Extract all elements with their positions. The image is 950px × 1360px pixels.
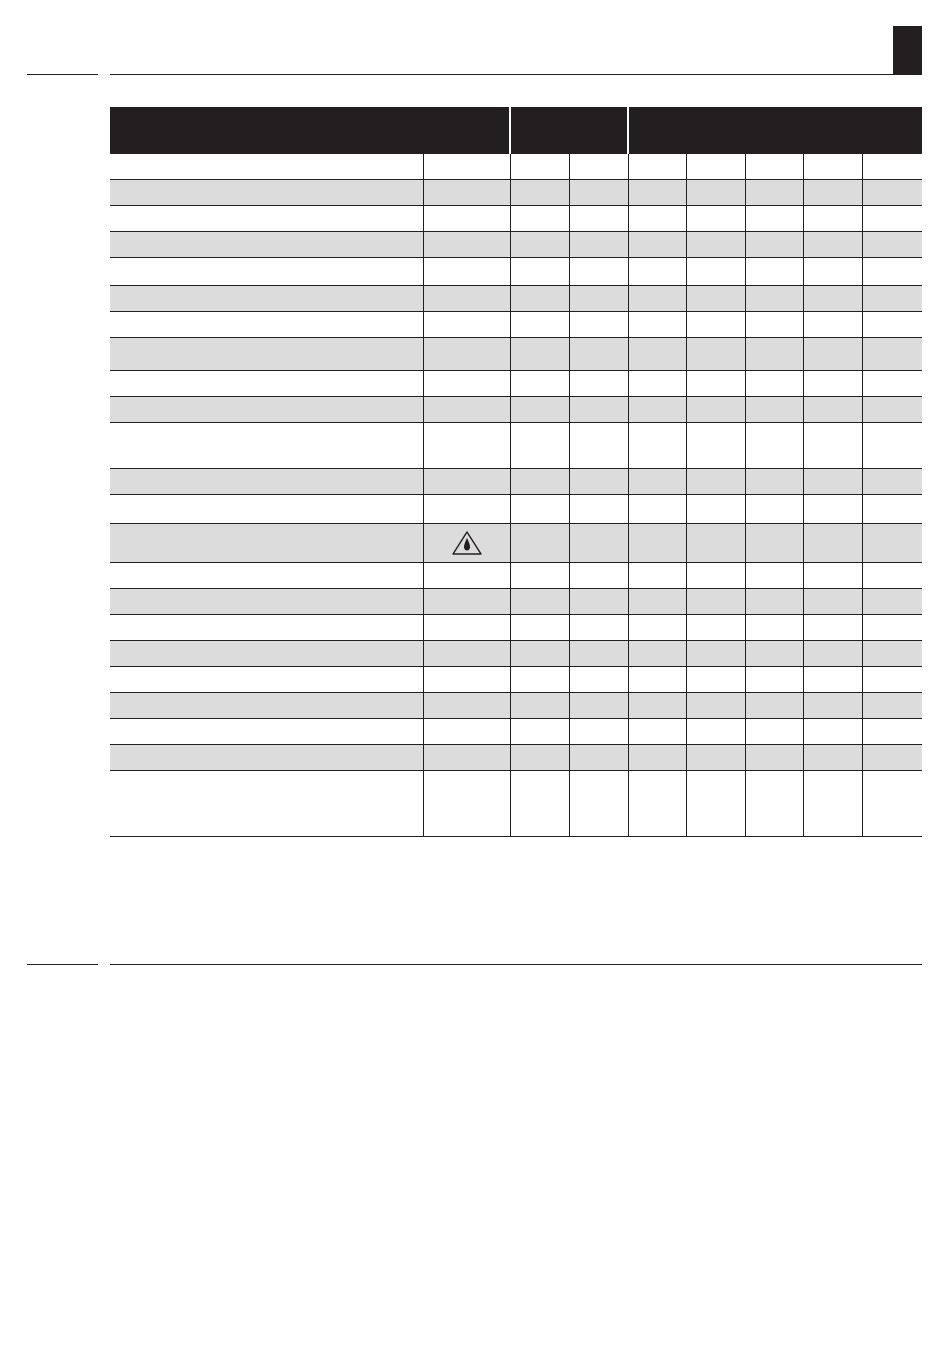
value-cell [803, 640, 862, 666]
value-cell [569, 692, 628, 718]
value-cell [569, 562, 628, 588]
row-label-cell [110, 770, 423, 836]
value-cell [745, 614, 803, 640]
value-cell [745, 422, 803, 468]
value-cell [745, 468, 803, 494]
value-cell [745, 744, 803, 770]
value-cell [862, 718, 922, 744]
value-cell [510, 744, 569, 770]
row-label-cell [110, 311, 423, 337]
row-label-cell [110, 562, 423, 588]
value-cell [569, 205, 628, 231]
table-row [110, 468, 922, 494]
value-cell [803, 718, 862, 744]
table-row [110, 494, 922, 523]
value-cell [628, 588, 686, 614]
table-row [110, 692, 922, 718]
row-label-cell [110, 744, 423, 770]
value-cell [686, 257, 745, 285]
row-label-cell [110, 154, 423, 179]
value-cell [803, 744, 862, 770]
value-cell [686, 337, 745, 370]
row-label-cell [110, 396, 423, 422]
value-cell [628, 640, 686, 666]
value-cell [803, 205, 862, 231]
value-cell [686, 614, 745, 640]
table-row [110, 370, 922, 396]
symbol-cell [423, 154, 510, 179]
value-cell [569, 231, 628, 257]
spec-table [110, 107, 922, 837]
value-cell [510, 468, 569, 494]
value-cell [628, 205, 686, 231]
value-cell [803, 337, 862, 370]
symbol-cell [423, 614, 510, 640]
symbol-cell [423, 523, 510, 562]
value-cell [686, 422, 745, 468]
table-row [110, 154, 922, 179]
value-cell [862, 231, 922, 257]
value-cell [862, 562, 922, 588]
table-header-row [110, 107, 922, 154]
symbol-cell [423, 770, 510, 836]
symbol-cell [423, 257, 510, 285]
value-cell [510, 154, 569, 179]
value-cell [862, 614, 922, 640]
value-cell [745, 692, 803, 718]
symbol-cell [423, 718, 510, 744]
value-cell [569, 640, 628, 666]
value-cell [686, 179, 745, 205]
value-cell [803, 770, 862, 836]
value-cell [686, 523, 745, 562]
value-cell [862, 523, 922, 562]
value-cell [510, 588, 569, 614]
value-cell [803, 422, 862, 468]
value-cell [510, 718, 569, 744]
value-cell [862, 588, 922, 614]
header-rule [110, 74, 922, 75]
value-cell [745, 562, 803, 588]
value-cell [510, 494, 569, 523]
value-cell [686, 744, 745, 770]
value-cell [803, 396, 862, 422]
value-cell [510, 205, 569, 231]
table-row [110, 562, 922, 588]
value-cell [628, 562, 686, 588]
value-cell [686, 640, 745, 666]
value-cell [745, 337, 803, 370]
row-label-cell [110, 257, 423, 285]
row-label-cell [110, 468, 423, 494]
value-cell [803, 494, 862, 523]
value-cell [569, 337, 628, 370]
row-label-cell [110, 692, 423, 718]
symbol-cell [423, 666, 510, 692]
table-row [110, 640, 922, 666]
table-row [110, 231, 922, 257]
footer-rule [110, 964, 922, 965]
symbol-cell [423, 422, 510, 468]
value-cell [628, 666, 686, 692]
row-label-cell [110, 666, 423, 692]
value-cell [569, 154, 628, 179]
value-cell [686, 396, 745, 422]
value-cell [628, 154, 686, 179]
table-row [110, 718, 922, 744]
value-cell [628, 744, 686, 770]
value-cell [862, 494, 922, 523]
value-cell [569, 744, 628, 770]
value-cell [569, 179, 628, 205]
value-cell [803, 562, 862, 588]
value-cell [510, 396, 569, 422]
value-cell [510, 666, 569, 692]
value-cell [803, 370, 862, 396]
value-cell [862, 692, 922, 718]
value-cell [510, 422, 569, 468]
value-cell [628, 285, 686, 311]
value-cell [862, 337, 922, 370]
header-cell-group-b [628, 107, 922, 154]
value-cell [686, 718, 745, 744]
value-cell [803, 523, 862, 562]
value-cell [803, 614, 862, 640]
value-cell [745, 770, 803, 836]
table-row [110, 744, 922, 770]
value-cell [510, 523, 569, 562]
value-cell [628, 396, 686, 422]
value-cell [686, 205, 745, 231]
symbol-cell [423, 744, 510, 770]
value-cell [686, 666, 745, 692]
value-cell [569, 396, 628, 422]
value-cell [686, 770, 745, 836]
value-cell [745, 257, 803, 285]
value-cell [862, 396, 922, 422]
value-cell [628, 231, 686, 257]
table-body [110, 154, 922, 836]
value-cell [862, 640, 922, 666]
value-cell [745, 396, 803, 422]
value-cell [569, 666, 628, 692]
value-cell [686, 154, 745, 179]
value-cell [569, 285, 628, 311]
value-cell [510, 614, 569, 640]
value-cell [569, 494, 628, 523]
value-cell [628, 257, 686, 285]
value-cell [803, 588, 862, 614]
table-row [110, 614, 922, 640]
table-row [110, 311, 922, 337]
value-cell [686, 311, 745, 337]
symbol-cell [423, 692, 510, 718]
value-cell [686, 285, 745, 311]
value-cell [510, 692, 569, 718]
row-label-cell [110, 337, 423, 370]
value-cell [745, 718, 803, 744]
table-row [110, 257, 922, 285]
table-row [110, 666, 922, 692]
table-row [110, 588, 922, 614]
value-cell [862, 285, 922, 311]
value-cell [862, 770, 922, 836]
value-cell [686, 231, 745, 257]
symbol-cell [423, 396, 510, 422]
value-cell [803, 154, 862, 179]
table-row [110, 285, 922, 311]
symbol-cell [423, 337, 510, 370]
value-cell [569, 718, 628, 744]
value-cell [628, 494, 686, 523]
table-row [110, 770, 922, 836]
value-cell [745, 311, 803, 337]
value-cell [628, 770, 686, 836]
value-cell [686, 588, 745, 614]
value-cell [803, 179, 862, 205]
value-cell [510, 337, 569, 370]
table-row [110, 422, 922, 468]
value-cell [510, 370, 569, 396]
value-cell [862, 468, 922, 494]
table-row [110, 396, 922, 422]
symbol-cell [423, 179, 510, 205]
row-label-cell [110, 718, 423, 744]
value-cell [510, 640, 569, 666]
value-cell [745, 205, 803, 231]
value-cell [862, 257, 922, 285]
value-cell [862, 179, 922, 205]
row-label-cell [110, 588, 423, 614]
value-cell [510, 179, 569, 205]
value-cell [628, 311, 686, 337]
header-cell-item [110, 107, 510, 154]
value-cell [510, 231, 569, 257]
value-cell [510, 770, 569, 836]
value-cell [745, 370, 803, 396]
symbol-cell [423, 311, 510, 337]
value-cell [628, 468, 686, 494]
table-row [110, 179, 922, 205]
value-cell [745, 523, 803, 562]
value-cell [510, 257, 569, 285]
symbol-cell [423, 640, 510, 666]
header-rule-left [27, 74, 98, 75]
oil-drop-warning-triangle-icon [451, 530, 483, 556]
value-cell [745, 231, 803, 257]
value-cell [745, 154, 803, 179]
page-tab-marker [893, 26, 922, 75]
value-cell [745, 285, 803, 311]
value-cell [510, 311, 569, 337]
row-label-cell [110, 614, 423, 640]
value-cell [569, 468, 628, 494]
value-cell [862, 666, 922, 692]
value-cell [628, 179, 686, 205]
symbol-cell [423, 494, 510, 523]
value-cell [569, 588, 628, 614]
value-cell [628, 523, 686, 562]
value-cell [803, 311, 862, 337]
row-label-cell [110, 523, 423, 562]
value-cell [510, 285, 569, 311]
value-cell [862, 422, 922, 468]
symbol-cell [423, 562, 510, 588]
value-cell [862, 311, 922, 337]
symbol-cell [423, 205, 510, 231]
value-cell [569, 523, 628, 562]
value-cell [745, 494, 803, 523]
value-cell [686, 692, 745, 718]
header-cell-group-a [510, 107, 628, 154]
value-cell [745, 179, 803, 205]
value-cell [686, 370, 745, 396]
row-label-cell [110, 179, 423, 205]
row-label-cell [110, 422, 423, 468]
value-cell [803, 231, 862, 257]
value-cell [510, 562, 569, 588]
value-cell [569, 422, 628, 468]
value-cell [569, 311, 628, 337]
row-label-cell [110, 640, 423, 666]
value-cell [628, 718, 686, 744]
value-cell [628, 370, 686, 396]
symbol-cell [423, 468, 510, 494]
value-cell [569, 770, 628, 836]
table-row [110, 205, 922, 231]
symbol-cell [423, 231, 510, 257]
row-label-cell [110, 205, 423, 231]
value-cell [745, 666, 803, 692]
value-cell [686, 468, 745, 494]
value-cell [628, 692, 686, 718]
value-cell [628, 614, 686, 640]
symbol-cell [423, 588, 510, 614]
row-label-cell [110, 285, 423, 311]
footer-rule-left [27, 964, 98, 965]
value-cell [803, 666, 862, 692]
value-cell [745, 640, 803, 666]
row-label-cell [110, 231, 423, 257]
table-row [110, 337, 922, 370]
symbol-cell [423, 285, 510, 311]
value-cell [569, 614, 628, 640]
value-cell [803, 692, 862, 718]
value-cell [569, 257, 628, 285]
value-cell [628, 337, 686, 370]
value-cell [803, 257, 862, 285]
value-cell [745, 588, 803, 614]
symbol-cell [423, 370, 510, 396]
value-cell [686, 494, 745, 523]
value-cell [803, 468, 862, 494]
value-cell [628, 422, 686, 468]
value-cell [803, 285, 862, 311]
value-cell [569, 370, 628, 396]
row-label-cell [110, 370, 423, 396]
value-cell [862, 744, 922, 770]
table-row [110, 523, 922, 562]
value-cell [862, 205, 922, 231]
value-cell [862, 154, 922, 179]
row-label-cell [110, 494, 423, 523]
value-cell [862, 370, 922, 396]
value-cell [686, 562, 745, 588]
